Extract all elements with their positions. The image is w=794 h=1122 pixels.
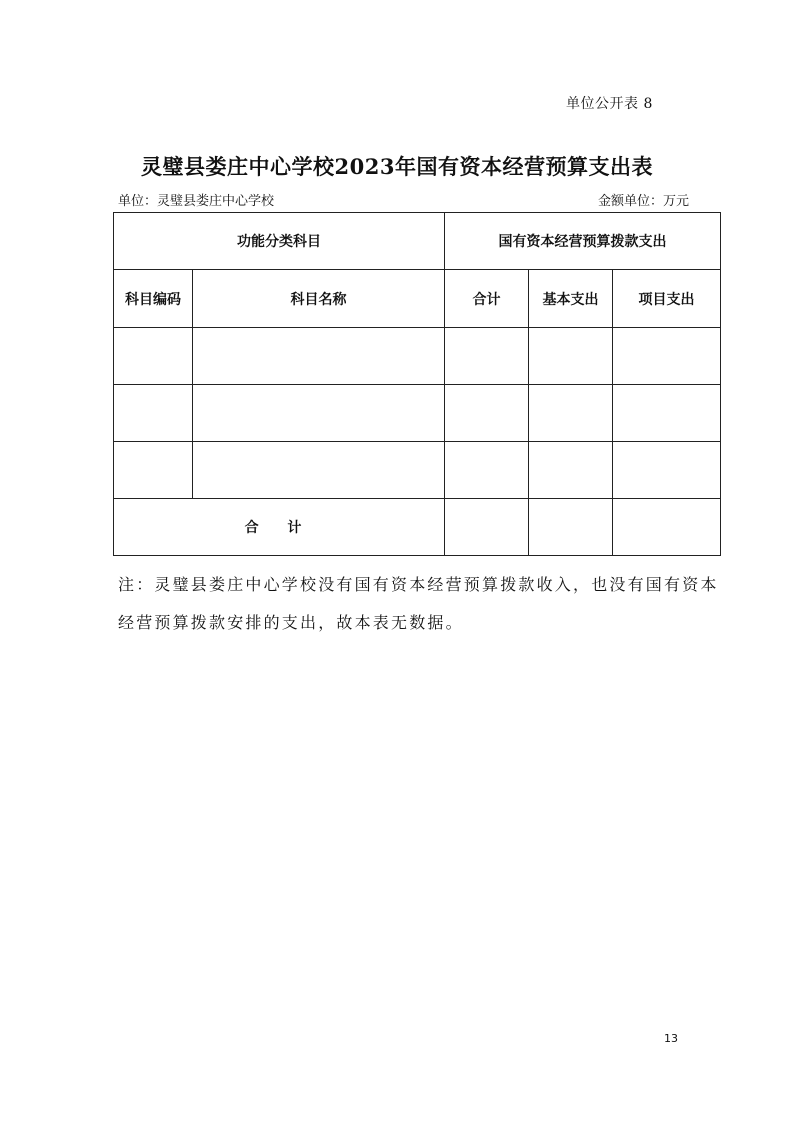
amount-unit: 金额单位：万元 — [598, 194, 690, 209]
cell-total — [445, 385, 529, 442]
column-header-total: 合计 — [445, 270, 529, 328]
budget-expenditure-table — [113, 212, 721, 556]
form-number: 单位公开表 8 — [566, 96, 653, 112]
allocation-expenditure-header: 国有资本经营预算拨款支出 — [445, 213, 721, 270]
functional-category-header: 功能分类科目 — [114, 213, 445, 270]
document-title: 灵璧县娄庄中心学校2023年国有资本经营预算支出表 — [141, 154, 653, 179]
column-header-code: 科目编码 — [114, 270, 193, 328]
cell-basic — [529, 385, 613, 442]
table-column-header-row — [114, 270, 721, 328]
cell-code — [114, 328, 193, 385]
cell-basic — [529, 442, 613, 499]
table-row — [114, 385, 721, 442]
cell-code — [114, 442, 193, 499]
cell-basic — [529, 328, 613, 385]
cell-project — [613, 385, 721, 442]
total-cell-project — [613, 499, 721, 556]
page-number: 13 — [664, 1032, 678, 1045]
total-label: 合 计 — [114, 499, 445, 556]
column-header-name: 科目名称 — [193, 270, 445, 328]
cell-project — [613, 442, 721, 499]
cell-total — [445, 328, 529, 385]
cell-project — [613, 328, 721, 385]
cell-name — [193, 442, 445, 499]
table-group-header-row — [114, 213, 721, 270]
total-cell-total — [445, 499, 529, 556]
total-cell-basic — [529, 499, 613, 556]
cell-name — [193, 385, 445, 442]
column-header-basic: 基本支出 — [529, 270, 613, 328]
cell-total — [445, 442, 529, 499]
table-row — [114, 442, 721, 499]
total-row — [114, 499, 721, 556]
reporting-unit: 单位：灵璧县娄庄中心学校 — [118, 194, 275, 209]
table-row — [114, 328, 721, 385]
cell-name — [193, 328, 445, 385]
column-header-project: 项目支出 — [613, 270, 721, 328]
explanatory-note: 注：灵璧县娄庄中心学校没有国有资本经营预算拨款收入，也没有国有资本经营预算拨款安排的支出，故本表无数据。 — [118, 575, 719, 632]
cell-code — [114, 385, 193, 442]
